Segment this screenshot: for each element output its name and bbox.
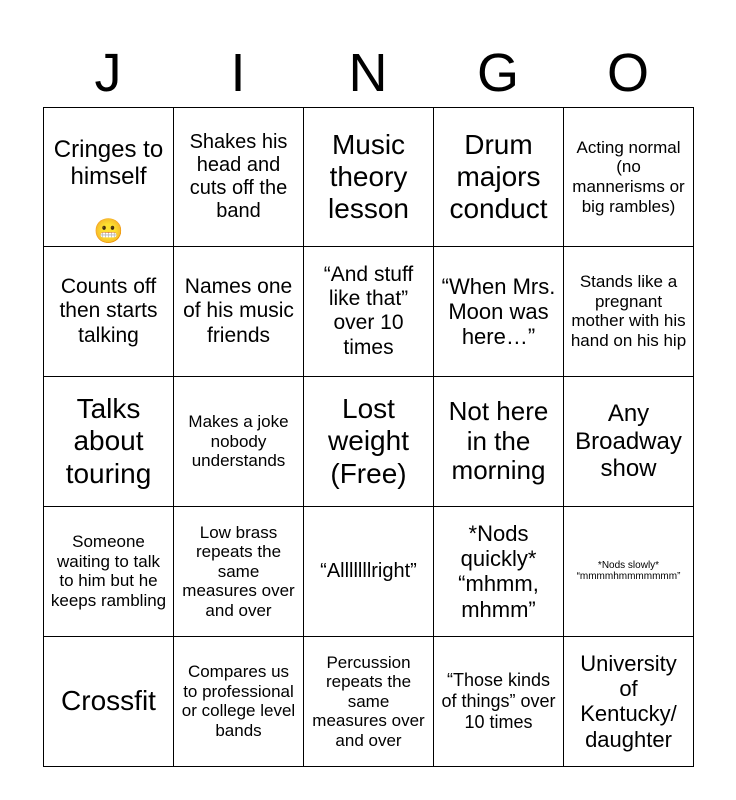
bingo-cell[interactable]: Percussion repeats the same measures over and over xyxy=(304,636,434,766)
bingo-cell[interactable]: “Those kinds of things” over 10 times xyxy=(434,636,564,766)
bingo-cell[interactable]: Makes a joke nobody understands xyxy=(174,376,304,506)
bingo-cell[interactable]: “When Mrs. Moon was here…” xyxy=(434,246,564,376)
bingo-cell[interactable]: “And stuff like that” over 10 times xyxy=(304,246,434,376)
bingo-cell[interactable]: Talks about touring xyxy=(44,376,174,506)
board-row xyxy=(44,636,694,766)
grimace-emoji-icon: 😬 xyxy=(93,218,124,246)
bingo-cell[interactable]: University of Kentucky/ daughter xyxy=(564,636,694,766)
bingo-cell[interactable]: Acting normal (no mannerisms or big rambles) xyxy=(564,108,694,247)
bingo-cell[interactable]: “Alllllllright” xyxy=(304,506,434,636)
bingo-cell[interactable]: Someone waiting to talk to him but he keeps rambling xyxy=(44,506,174,636)
bingo-cell[interactable] xyxy=(44,108,174,247)
header-letter-g: G xyxy=(476,43,519,103)
bingo-board xyxy=(43,107,694,767)
bingo-cell[interactable]: Low brass repeats the same measures over and over xyxy=(174,506,304,636)
bingo-cell[interactable]: *Nods slowly* “mmmmhmmmmmmm” xyxy=(564,506,694,636)
board-row xyxy=(44,376,694,506)
cell-text: Cringes to himself xyxy=(53,135,164,191)
bingo-cell[interactable]: Crossfit xyxy=(44,636,174,766)
board-row xyxy=(44,506,694,636)
header-letter-n: N xyxy=(348,43,388,103)
bingo-cell[interactable]: Counts off then starts talking xyxy=(44,246,174,376)
header-letter-i: I xyxy=(230,43,246,103)
bingo-header xyxy=(43,40,693,106)
bingo-cell[interactable]: Shakes his head and cuts off the band xyxy=(174,108,304,247)
bingo-cell[interactable]: Not here in the morning xyxy=(434,376,564,506)
bingo-cell[interactable]: Compares us to professional or college level bands xyxy=(174,636,304,766)
header-letter-j: J xyxy=(94,43,122,103)
bingo-cell[interactable]: Drum majors conduct xyxy=(434,108,564,247)
bingo-cell free-space[interactable]: Lost weight (Free) xyxy=(304,376,434,506)
bingo-cell[interactable]: Any Broadway show xyxy=(564,376,694,506)
board-row xyxy=(44,108,694,247)
bingo-cell[interactable]: *Nods quickly* “mhmm, mhmm” xyxy=(434,506,564,636)
header-letter-o: O xyxy=(606,43,649,103)
bingo-cell[interactable]: Music theory lesson xyxy=(304,108,434,247)
board-row xyxy=(44,246,694,376)
bingo-cell[interactable]: Names one of his music friends xyxy=(174,246,304,376)
bingo-cell[interactable]: Stands like a pregnant mother with his hand on his hip xyxy=(564,246,694,376)
